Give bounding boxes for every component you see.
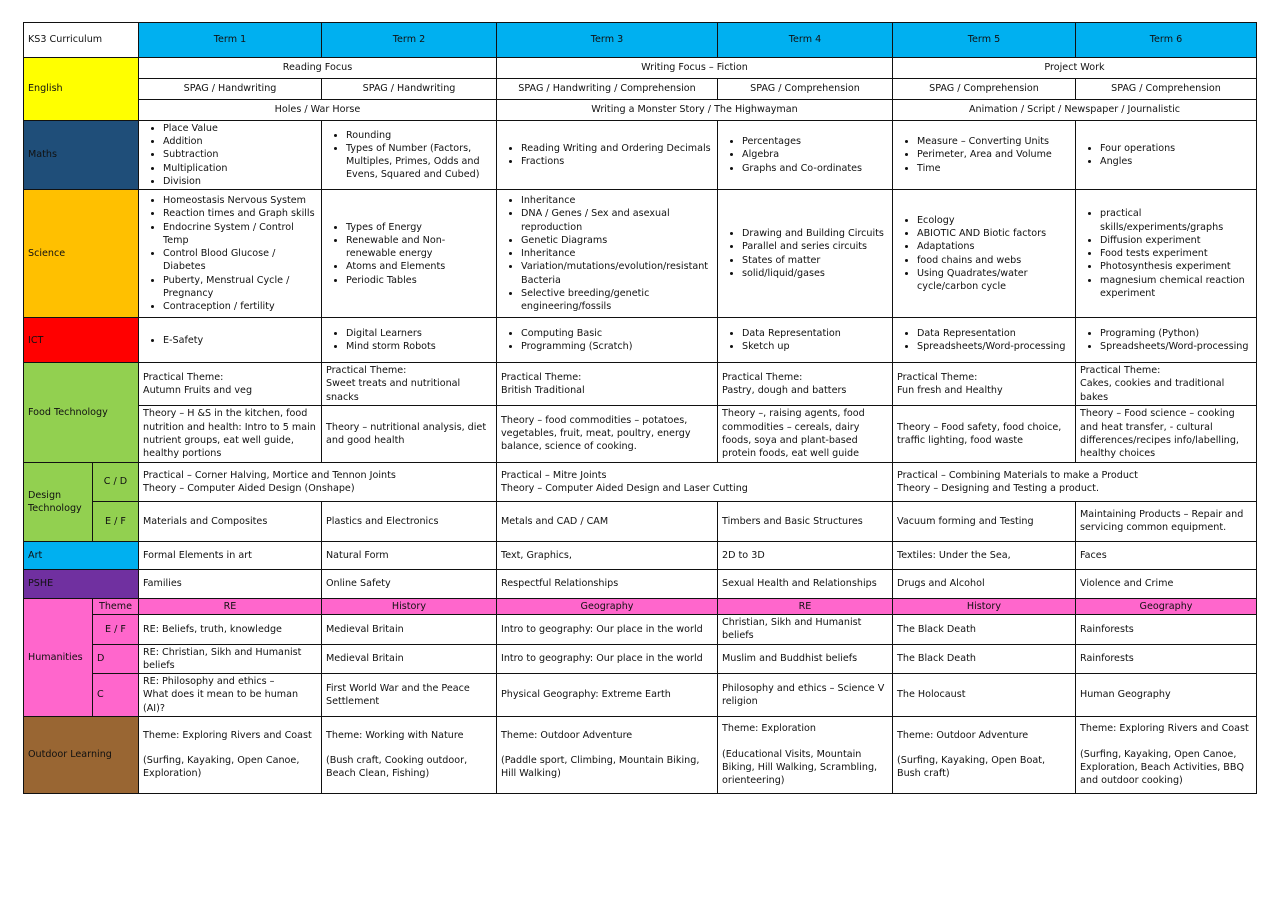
list-item: • Fractions xyxy=(521,155,713,168)
humanities-cell: Intro to geography: Our place in the world xyxy=(497,615,718,644)
list-item: • Multiplication xyxy=(163,162,317,175)
english-spag-cell: SPAG / Comprehension xyxy=(893,79,1076,100)
outdoor-details: (Surfing, Kayaking, Open Canoe, Exploration, Beach Activities, BBQ and outdoor cooking) xyxy=(1080,748,1245,786)
food-practical-cell: Practical Theme: Cakes, cookies and traditional bakes xyxy=(1076,363,1257,406)
outdoor-details: (Educational Visits, Mountain Biking, Hill Walking, Scrambling, orienteering) xyxy=(722,748,878,786)
english-text-cell: Writing a Monster Story / The Highwayman xyxy=(497,100,893,121)
list-item: • Inheritance xyxy=(521,194,713,207)
corner-cell: KS3 Curriculum xyxy=(24,23,139,58)
list-item: • Homeostasis Nervous System xyxy=(163,194,317,207)
list-item: • Time xyxy=(917,162,1071,175)
list-item: • Reaction times and Graph skills xyxy=(163,207,317,220)
list-item: • Graphs and Co-ordinates xyxy=(742,162,888,175)
maths-term-2 xyxy=(322,121,497,190)
term-header-4: Term 4 xyxy=(718,23,893,58)
science-term-2 xyxy=(322,190,497,318)
bullet-list xyxy=(326,129,492,182)
list-item: • E-Safety xyxy=(163,334,317,347)
list-item: • Contraception / fertility xyxy=(163,300,317,313)
humanities-cell: Medieval Britain xyxy=(322,644,497,673)
art-cell: Text, Graphics, xyxy=(497,541,718,569)
subject-design-technology: Design Technology xyxy=(24,462,93,541)
list-item: • magnesium chemical reaction experiment xyxy=(1100,274,1252,300)
bullet-list xyxy=(897,135,1071,175)
outdoor-theme: Theme: Working with Nature xyxy=(326,729,464,741)
english-focus-cell: Writing Focus – Fiction xyxy=(497,58,893,79)
list-item: • Programing (Python) xyxy=(1100,327,1252,340)
english-spag-cell: SPAG / Comprehension xyxy=(718,79,893,100)
list-item: • Types of Number (Factors, Multiples, Primes, Odds and Evens, Squared and Cubed) xyxy=(346,142,492,182)
outdoor-cell xyxy=(893,716,1076,793)
bullet-list xyxy=(143,194,317,313)
list-item: • Programming (Scratch) xyxy=(521,340,713,353)
list-item: • Food tests experiment xyxy=(1100,247,1252,260)
bullet-list xyxy=(501,327,713,353)
list-item: • Periodic Tables xyxy=(346,274,492,287)
humanities-band-c: C xyxy=(93,674,139,717)
bullet-list xyxy=(722,227,888,280)
bullet-list xyxy=(1080,327,1252,353)
list-item: • Mind storm Robots xyxy=(346,340,492,353)
science-term-1 xyxy=(139,190,322,318)
list-item: • Place Value xyxy=(163,122,317,135)
outdoor-cell xyxy=(139,716,322,793)
list-item: • Computing Basic xyxy=(521,327,713,340)
food-theory-cell: Theory – H &S in the kitchen, food nutrition and health: Intro to 5 main nutrient groups, eat well guide, healthy portions xyxy=(139,405,322,462)
subject-humanities: Humanities xyxy=(24,598,93,716)
maths-term-5 xyxy=(893,121,1076,190)
science-term-3 xyxy=(497,190,718,318)
list-item: • Subtraction xyxy=(163,148,317,161)
pshe-cell: Sexual Health and Relationships xyxy=(718,569,893,598)
ict-term-4 xyxy=(718,318,893,363)
subject-ict: ICT xyxy=(24,318,139,363)
design-cd-cell: Practical – Mitre Joints Theory – Computer Aided Design and Laser Cutting xyxy=(497,462,893,501)
english-text-cell: Animation / Script / Newspaper / Journalistic xyxy=(893,100,1257,121)
ict-term-3 xyxy=(497,318,718,363)
list-item: • Perimeter, Area and Volume xyxy=(917,148,1071,161)
curriculum-table xyxy=(23,22,1257,794)
pshe-cell: Drugs and Alcohol xyxy=(893,569,1076,598)
bullet-list xyxy=(897,327,1071,353)
bullet-list xyxy=(722,327,888,353)
term-header-6: Term 6 xyxy=(1076,23,1257,58)
subject-outdoor-learning: Outdoor Learning xyxy=(24,716,139,793)
term-header-3: Term 3 xyxy=(497,23,718,58)
list-item: • Data Representation xyxy=(917,327,1071,340)
subject-pshe: PSHE xyxy=(24,569,139,598)
humanities-cell: Christian, Sikh and Humanist beliefs xyxy=(718,615,893,644)
list-item: • Data Representation xyxy=(742,327,888,340)
design-ef-cell: Maintaining Products – Repair and servicing common equipment. xyxy=(1076,501,1257,541)
english-spag-cell: SPAG / Handwriting / Comprehension xyxy=(497,79,718,100)
list-item: • Variation/mutations/evolution/resistant Bacteria xyxy=(521,260,713,286)
bullet-list xyxy=(722,135,888,175)
food-theory-cell: Theory – Food safety, food choice, traffic lighting, food waste xyxy=(893,405,1076,462)
design-ef-cell: Metals and CAD / CAM xyxy=(497,501,718,541)
humanities-cell: Rainforests xyxy=(1076,644,1257,673)
maths-term-6 xyxy=(1076,121,1257,190)
outdoor-cell xyxy=(1076,716,1257,793)
outdoor-theme: Theme: Exploring Rivers and Coast xyxy=(143,729,312,741)
humanities-cell: RE: Beliefs, truth, knowledge xyxy=(139,615,322,644)
science-term-6 xyxy=(1076,190,1257,318)
food-theory-cell: Theory –, raising agents, food commodities – cereals, dairy foods, soya and plant-based protein foods, eat well guide xyxy=(718,405,893,462)
food-theory-cell: Theory – food commodities – potatoes, vegetables, fruit, meat, poultry, energy balance, science of cooking. xyxy=(497,405,718,462)
list-item: • Parallel and series circuits xyxy=(742,240,888,253)
science-term-4 xyxy=(718,190,893,318)
outdoor-theme: Theme: Exploration xyxy=(722,723,816,735)
humanities-band-ef: E / F xyxy=(93,615,139,644)
art-cell: Natural Form xyxy=(322,541,497,569)
english-spag-cell: SPAG / Comprehension xyxy=(1076,79,1257,100)
design-band-ef: E / F xyxy=(93,501,139,541)
list-item: • Measure – Converting Units xyxy=(917,135,1071,148)
humanities-cell: Physical Geography: Extreme Earth xyxy=(497,674,718,717)
list-item: • food chains and webs xyxy=(917,254,1071,267)
humanities-cell: The Holocaust xyxy=(893,674,1076,717)
bullet-list xyxy=(1080,207,1252,300)
ict-term-1 xyxy=(139,318,322,363)
list-item: • Using Quadrates/water cycle/carbon cycle xyxy=(917,267,1071,293)
humanities-theme-cell: Geography xyxy=(1076,598,1257,614)
list-item: • Four operations xyxy=(1100,142,1252,155)
ict-term-6 xyxy=(1076,318,1257,363)
pshe-cell: Respectful Relationships xyxy=(497,569,718,598)
humanities-theme-cell: History xyxy=(322,598,497,614)
maths-term-4 xyxy=(718,121,893,190)
list-item: • Sketch up xyxy=(742,340,888,353)
list-item: • Control Blood Glucose / Diabetes xyxy=(163,247,317,273)
outdoor-theme: Theme: Outdoor Adventure xyxy=(501,729,633,741)
humanities-band-d: D xyxy=(93,644,139,673)
term-header-2: Term 2 xyxy=(322,23,497,58)
list-item: • Adaptations xyxy=(917,240,1071,253)
term-header-1: Term 1 xyxy=(139,23,322,58)
maths-term-1 xyxy=(139,121,322,190)
list-item: • solid/liquid/gases xyxy=(742,267,888,280)
humanities-theme-cell: Geography xyxy=(497,598,718,614)
food-theory-cell: Theory – Food science – cooking and heat transfer, - cultural differences/recipes info/labelling, healthy choices xyxy=(1076,405,1257,462)
humanities-cell: The Black Death xyxy=(893,615,1076,644)
humanities-cell: The Black Death xyxy=(893,644,1076,673)
food-practical-cell: Practical Theme: British Traditional xyxy=(497,363,718,406)
design-cd-cell: Practical – Corner Halving, Mortice and Tennon Joints Theory – Computer Aided Design (Onshape) xyxy=(139,462,497,501)
pshe-cell: Families xyxy=(139,569,322,598)
outdoor-cell xyxy=(322,716,497,793)
maths-term-3 xyxy=(497,121,718,190)
food-practical-cell: Practical Theme: Fun fresh and Healthy xyxy=(893,363,1076,406)
design-cd-cell: Practical – Combining Materials to make a Product Theory – Designing and Testing a product. xyxy=(893,462,1257,501)
humanities-cell: Philosophy and ethics – Science V religion xyxy=(718,674,893,717)
humanities-theme-cell: RE xyxy=(718,598,893,614)
art-cell: 2D to 3D xyxy=(718,541,893,569)
list-item: • practical skills/experiments/graphs xyxy=(1100,207,1252,233)
english-focus-cell: Project Work xyxy=(893,58,1257,79)
art-cell: Formal Elements in art xyxy=(139,541,322,569)
design-ef-cell: Plastics and Electronics xyxy=(322,501,497,541)
outdoor-theme: Theme: Exploring Rivers and Coast xyxy=(1080,723,1249,735)
bullet-list xyxy=(326,327,492,353)
list-item: • Renewable and Non-renewable energy xyxy=(346,234,492,260)
list-item: • Diffusion experiment xyxy=(1100,234,1252,247)
food-practical-cell: Practical Theme: Pastry, dough and batters xyxy=(718,363,893,406)
pshe-cell: Violence and Crime xyxy=(1076,569,1257,598)
list-item: • Types of Energy xyxy=(346,221,492,234)
ict-term-2 xyxy=(322,318,497,363)
list-item: • Inheritance xyxy=(521,247,713,260)
list-item: • Reading Writing and Ordering Decimals xyxy=(521,142,713,155)
humanities-cell: Rainforests xyxy=(1076,615,1257,644)
list-item: • Rounding xyxy=(346,129,492,142)
bullet-list xyxy=(501,194,713,313)
food-practical-cell: Practical Theme: Autumn Fruits and veg xyxy=(139,363,322,406)
humanities-cell: First World War and the Peace Settlement xyxy=(322,674,497,717)
bullet-list xyxy=(897,214,1071,293)
outdoor-theme: Theme: Outdoor Adventure xyxy=(897,729,1029,741)
list-item: • Drawing and Building Circuits xyxy=(742,227,888,240)
humanities-cell: Muslim and Buddhist beliefs xyxy=(718,644,893,673)
art-cell: Faces xyxy=(1076,541,1257,569)
list-item: • DNA / Genes / Sex and asexual reproduction xyxy=(521,207,713,233)
bullet-list xyxy=(501,142,713,168)
humanities-theme-cell: RE xyxy=(139,598,322,614)
list-item: • Spreadsheets/Word-processing xyxy=(917,340,1071,353)
list-item: • Selective breeding/genetic engineering/fossils xyxy=(521,287,713,313)
list-item: • Division xyxy=(163,175,317,188)
humanities-cell: Intro to geography: Our place in the world xyxy=(497,644,718,673)
list-item: • Addition xyxy=(163,135,317,148)
food-theory-cell: Theory – nutritional analysis, diet and good health xyxy=(322,405,497,462)
outdoor-details: (Surfing, Kayaking, Open Boat, Bush craft) xyxy=(897,755,1046,780)
subject-food-technology: Food Technology xyxy=(24,363,139,463)
humanities-theme-label: Theme xyxy=(93,598,139,614)
humanities-cell: Human Geography xyxy=(1076,674,1257,717)
list-item: • States of matter xyxy=(742,254,888,267)
list-item: • Percentages xyxy=(742,135,888,148)
food-practical-cell: Practical Theme: Sweet treats and nutritional snacks xyxy=(322,363,497,406)
bullet-list xyxy=(326,221,492,287)
list-item: • Atoms and Elements xyxy=(346,260,492,273)
humanities-cell: Medieval Britain xyxy=(322,615,497,644)
english-spag-cell: SPAG / Handwriting xyxy=(139,79,322,100)
humanities-cell: RE: Christian, Sikh and Humanist beliefs xyxy=(139,644,322,673)
list-item: • Puberty, Menstrual Cycle / Pregnancy xyxy=(163,274,317,300)
bullet-list xyxy=(1080,142,1252,168)
list-item: • Angles xyxy=(1100,155,1252,168)
header-row xyxy=(24,23,1257,58)
list-item: • Digital Learners xyxy=(346,327,492,340)
design-ef-cell: Vacuum forming and Testing xyxy=(893,501,1076,541)
subject-maths: Maths xyxy=(24,121,139,190)
bullet-list xyxy=(143,122,317,188)
list-item: • Spreadsheets/Word-processing xyxy=(1100,340,1252,353)
bullet-list xyxy=(143,334,317,347)
list-item: • Algebra xyxy=(742,148,888,161)
list-item: • Photosynthesis experiment xyxy=(1100,260,1252,273)
pshe-cell: Online Safety xyxy=(322,569,497,598)
outdoor-cell xyxy=(497,716,718,793)
design-band-cd: C / D xyxy=(93,462,139,501)
list-item: • Genetic Diagrams xyxy=(521,234,713,247)
art-cell: Textiles: Under the Sea, xyxy=(893,541,1076,569)
outdoor-details: (Paddle sport, Climbing, Mountain Biking, Hill Walking) xyxy=(501,755,700,780)
outdoor-cell xyxy=(718,716,893,793)
science-term-5 xyxy=(893,190,1076,318)
humanities-cell: RE: Philosophy and ethics – What does it mean to be human (AI)? xyxy=(139,674,322,717)
ict-term-5 xyxy=(893,318,1076,363)
english-focus-cell: Reading Focus xyxy=(139,58,497,79)
english-text-cell: Holes / War Horse xyxy=(139,100,497,121)
design-ef-cell: Materials and Composites xyxy=(139,501,322,541)
list-item: • Endocrine System / Control Temp xyxy=(163,221,317,247)
outdoor-details: (Bush craft, Cooking outdoor, Beach Clean, Fishing) xyxy=(326,755,468,780)
list-item: • Ecology xyxy=(917,214,1071,227)
outdoor-details: (Surfing, Kayaking, Open Canoe, Exploration) xyxy=(143,755,300,780)
list-item: • ABIOTIC AND Biotic factors xyxy=(917,227,1071,240)
subject-art: Art xyxy=(24,541,139,569)
subject-science: Science xyxy=(24,190,139,318)
subject-english: English xyxy=(24,58,139,121)
design-ef-cell: Timbers and Basic Structures xyxy=(718,501,893,541)
term-header-5: Term 5 xyxy=(893,23,1076,58)
humanities-theme-cell: History xyxy=(893,598,1076,614)
english-spag-cell: SPAG / Handwriting xyxy=(322,79,497,100)
